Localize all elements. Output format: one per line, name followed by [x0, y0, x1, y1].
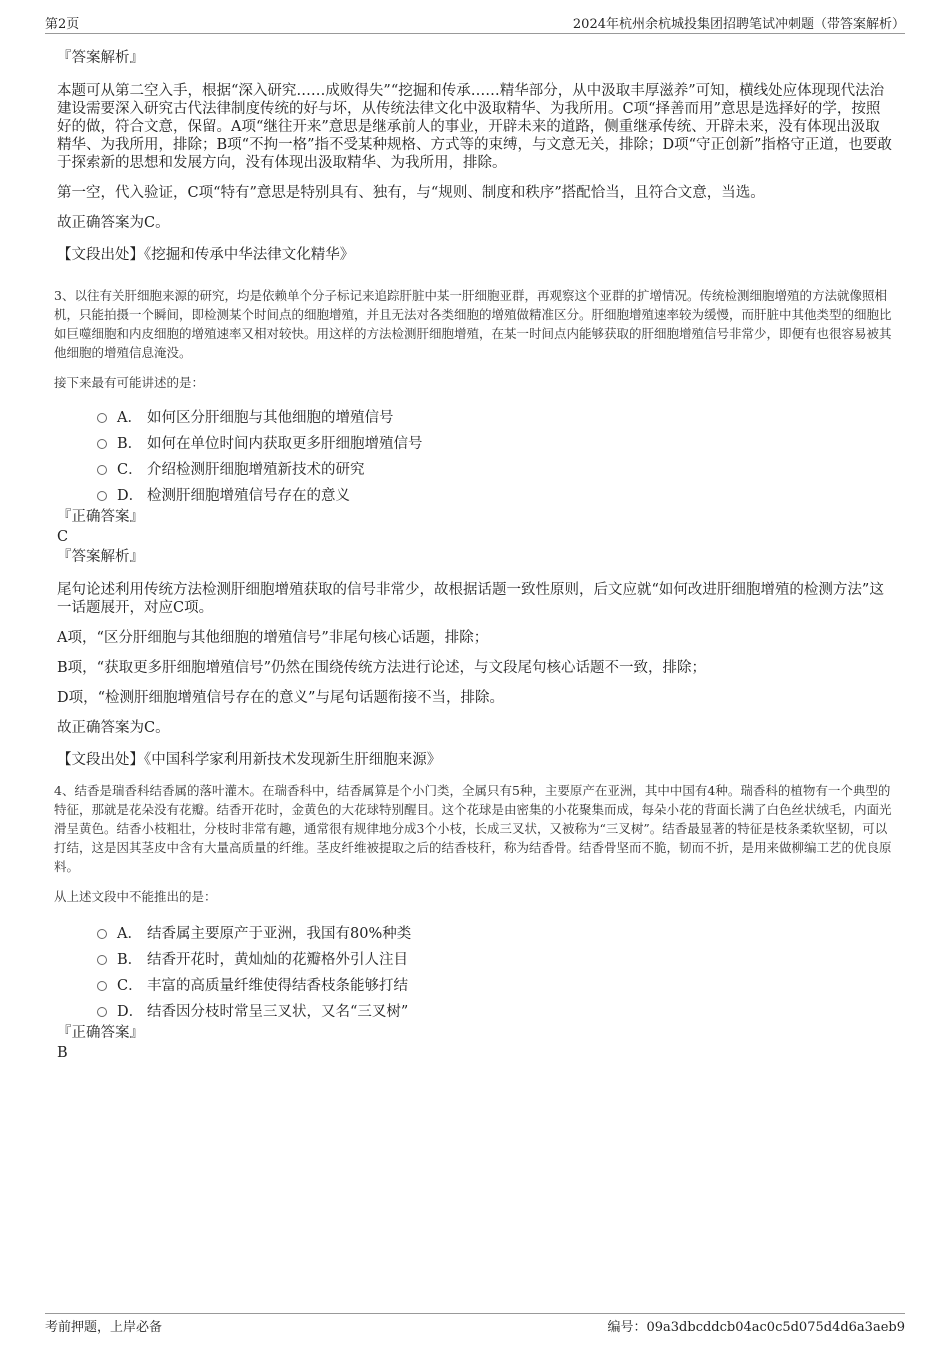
q3-option-a[interactable]: A． 如何区分肝细胞与其他细胞的增殖信号 [97, 403, 893, 429]
radio-icon[interactable] [97, 955, 107, 965]
q3-analysis-option-a: A项，“区分肝细胞与其他细胞的增殖信号”非尾句核心话题，排除； [57, 630, 489, 646]
option-text: 如何区分肝细胞与其他细胞的增殖信号 [147, 409, 394, 426]
radio-icon[interactable] [97, 1007, 107, 1017]
q2-analysis-paragraph-1: 本题可从第二空入手，根据“深入研究……成败得失”“挖掘和传承……精华部分，从中汲取丰厚滋养”可知，横线处应体现现代法治建设需要深入研究古代法律制度传统的好与坏，从传统法律文化中汲取精华、为我所用。C项“择善而用”意思是选择好的学，按照好的做，符合文意，保留。A项“继往开来”意思是继承前人的事业，开辟未来的道路，侧重继承传统、开辟未来，没有体现出汲取精华、为我所用，排除；B项“不拘一格”指不受某种规格、方式等的束缚，与文意无关，排除；D项“守正创新”指格守正道，也要敢于探索新的思想和发展方向，没有体现出汲取精华、为我所用，排除。 [57, 83, 892, 171]
q3-analysis-heading: 『答案解析』 [57, 549, 144, 565]
q3-passage: 3、以往有关肝细胞来源的研究，均是依赖单个分子标记来追踪肝脏中某一肝细胞亚群，再观察这个亚群的扩增情况。传统检测细胞增殖的方法就像照相机，只能拍摄一个瞬间，即检测某个时间点的细胞增殖，并且无法对各类细胞的增殖做精准区分。肝细胞增殖速率较为缓慢，而肝脏中其他类型的细胞比如巨噬细胞和内皮细胞的增殖速率又相对较快。用这样的方法检测肝细胞增殖，在某一时间点内能够获取的肝细胞增殖信号非常少，即便有也很容易被其他细胞的增殖信息淹没。 [54, 288, 892, 360]
radio-icon[interactable] [97, 491, 107, 501]
option-text: 检测肝细胞增殖信号存在的意义 [147, 487, 350, 504]
radio-icon[interactable] [97, 439, 107, 449]
option-text: 结香属主要原产于亚洲，我国有80%种类 [147, 925, 412, 942]
q3-option-b[interactable]: B． 如何在单位时间内获取更多肝细胞增殖信号 [97, 429, 893, 455]
q4-option-c[interactable]: C． 丰富的高质量纤维使得结香枝条能够打结 [97, 971, 893, 997]
q3-question: 接下来最有可能讲述的是： [54, 375, 205, 390]
radio-icon[interactable] [97, 981, 107, 991]
q2-conclusion: 故正确答案为C。 [57, 215, 170, 231]
q3-options [57, 403, 893, 507]
q2-analysis-heading: 『答案解析』 [57, 50, 144, 66]
q3-source: 【文段出处】《中国科学家利用新技术发现新生肝细胞来源》 [57, 752, 442, 768]
document-id: 编号：09a3dbcddcb04ac0c5d075d4d6a3aeb9 [607, 1320, 905, 1335]
q4-answer-heading: 『正确答案』 [57, 1025, 144, 1041]
q3-analysis-option-d: D项，“检测肝细胞增殖信号存在的意义”与尾句话题衔接不当，排除。 [57, 690, 504, 706]
q2-source: 【文段出处】《挖掘和传承中华法律文化精华》 [57, 247, 355, 263]
radio-icon[interactable] [97, 465, 107, 475]
q3-option-c[interactable]: C． 介绍检测肝细胞增殖新技术的研究 [97, 455, 893, 481]
page-header [45, 13, 905, 34]
option-text: 丰富的高质量纤维使得结香枝条能够打结 [147, 977, 408, 994]
page-content [54, 46, 893, 1063]
option-text: 结香开花时，黄灿灿的花瓣格外引人注目 [147, 951, 408, 968]
document-title: 2024年杭州余杭城投集团招聘笔试冲刺题（带答案解析） [572, 17, 905, 32]
q3-option-d[interactable]: D． 检测肝细胞增殖信号存在的意义 [97, 481, 893, 507]
option-text: 结香因分枝时常呈三叉状，又名“三叉树” [147, 1003, 409, 1020]
q2-analysis-paragraph-2: 第一空，代入验证，C项“特有”意思是特别具有、独有，与“规则、制度和秩序”搭配恰当，且符合文意，当选。 [57, 185, 765, 201]
q3-analysis-paragraph-1: 尾句论述利用传统方法检测肝细胞增殖获取的信号非常少，故根据话题一致性原则，后文应就“如何改进肝细胞增殖的检测方法”这一话题展开，对应C项。 [57, 582, 884, 616]
option-text: 如何在单位时间内获取更多肝细胞增殖信号 [147, 435, 423, 452]
q4-option-d[interactable]: D． 结香因分枝时常呈三叉状，又名“三叉树” [97, 997, 893, 1023]
page-footer [45, 1313, 905, 1335]
q4-question: 从上述文段中不能推出的是： [54, 889, 217, 904]
q4-passage: 4、结香是瑞香科结香属的落叶灌木。在瑞香科中，结香属算是个小门类，全属只有5种，主要原产在亚洲，其中中国有4种。瑞香科的植物有一个典型的特征，那就是花朵没有花瓣。结香开花时，金黄色的大花球特别醒目。这个花球是由密集的小花聚集而成，每朵小花的背面长满了白色丝状绒毛，内面光滑呈黄色。结香小枝粗壮，分枝时非常有趣，通常很有规律地分成3个小枝，长成三叉状，又被称为“三叉树”。结香最显著的特征是枝条柔软坚韧，可以打结，这是因其茎皮中含有大量高质量的纤维。茎皮纤维被提取之后的结香枝秆，称为结香骨。结香骨坚而不脆，韧而不折，是用来做柳编工艺的优良原料。 [54, 783, 892, 874]
q4-option-b[interactable]: B． 结香开花时，黄灿灿的花瓣格外引人注目 [97, 945, 893, 971]
radio-icon[interactable] [97, 413, 107, 423]
q4-option-a[interactable]: A． 结香属主要原产于亚洲，我国有80%种类 [97, 919, 893, 945]
footer-slogan: 考前押题，上岸必备 [45, 1320, 163, 1335]
q3-conclusion: 故正确答案为C。 [57, 720, 170, 736]
q3-answer: C [57, 529, 69, 545]
option-text: 介绍检测肝细胞增殖新技术的研究 [147, 461, 365, 478]
q4-answer: B [57, 1045, 68, 1061]
radio-icon[interactable] [97, 929, 107, 939]
q3-answer-heading: 『正确答案』 [57, 509, 144, 525]
page-number: 第2页 [45, 17, 80, 32]
q4-options [57, 919, 893, 1023]
q3-analysis-option-b: B项，“获取更多肝细胞增殖信号”仍然在围绕传统方法进行论述，与文段尾句核心话题不一致，排除； [57, 660, 706, 676]
